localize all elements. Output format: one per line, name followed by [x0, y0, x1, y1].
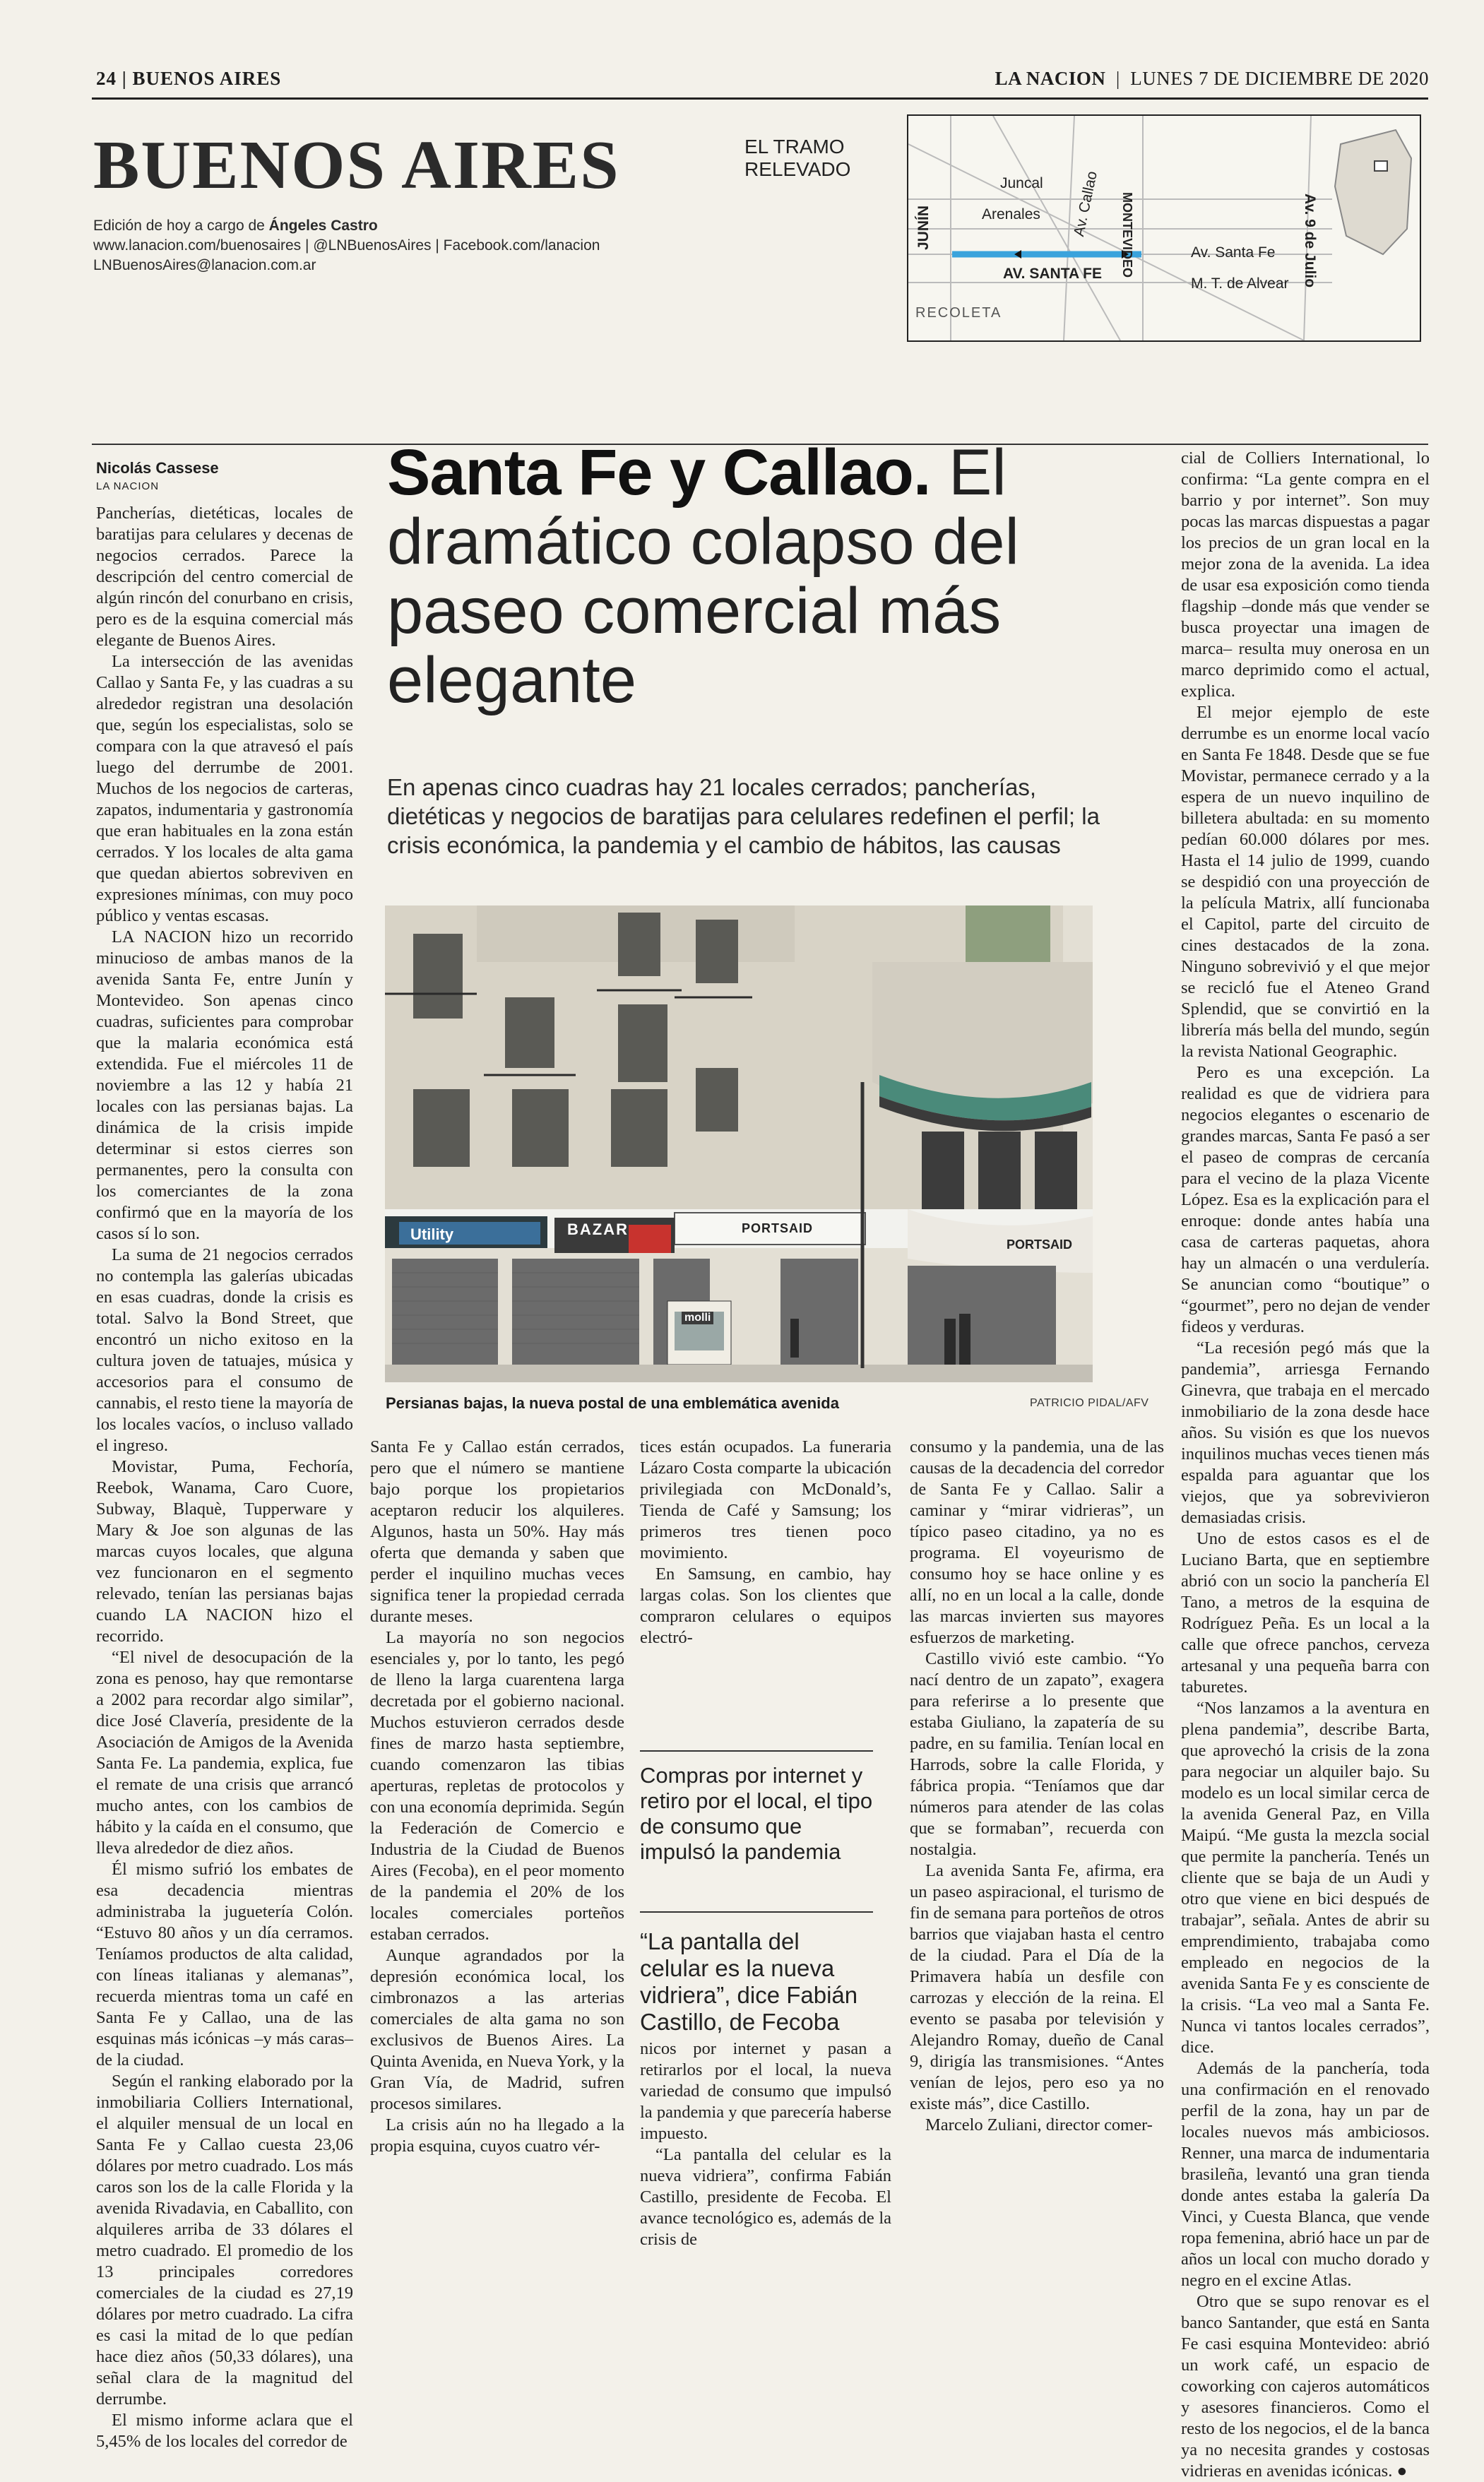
- map-label-recoleta: RECOLETA: [915, 305, 1002, 321]
- sign-portsaid: PORTSAID: [742, 1221, 814, 1235]
- paragraph: Además de la panchería, toda una confirmación en el renovado perfil de la zona, hay un par de locales nuevos más ambiciosos. Renner, una marca de indumentaria brasileña, levantó una gran tienda donde antes estaba la galería Da Vinci, y Cuesta Blanca, que vende ropa femenina, abrió hace un par de años un local con mucho dorado y negro en el excine Atlas.: [1181, 2059, 1430, 2290]
- paragraph: Él mismo sufrió los embates de esa decadencia mientras administraba la juguetería Colón. “Estuvo 80 años y un día cerramos. Teníamos productos de alta calidad, con líneas italianas y alemanas”, recuerda mientras toma un café en Santa Fe y Callao, una de las esquinas más icónicas –y más caras– de la ciudad.: [96, 1860, 353, 2070]
- pull-quote-rule: [640, 1750, 873, 1752]
- building-illustration: [385, 905, 1093, 1382]
- pull-quote-2: “La pantalla del celular es la nueva vidriera”, dice Fabián Castillo, de Fecoba: [640, 1928, 858, 2035]
- paragraph: El mismo informe aclara que el 5,45% de los locales del corredor de: [96, 2411, 353, 2451]
- masthead-date: LA NACION | LUNES 7 DE DICIEMBRE DE 2020: [995, 68, 1429, 89]
- paragraph: “La pantalla del celular es la nueva vidriera”, confirma Fabián Castillo, presidente de Fecoba. El avance tecnológico es, además de la crisis de: [640, 2145, 891, 2249]
- street-photo: [385, 905, 1093, 1382]
- section-credits: Edición de hoy a cargo de Ángeles Castro www.lanacion.com/buenosaires | @LNBuenosAires | Facebook.com/lanacion LNBuenosAires@lanacion.com.ar: [93, 216, 600, 275]
- byline: Nicolás Cassese: [96, 459, 219, 477]
- issue-date: LUNES 7 DE DICIEMBRE DE 2020: [1130, 68, 1429, 89]
- column-3-top: [640, 1437, 891, 1649]
- page-section-label: 24 | BUENOS AIRES: [96, 68, 282, 89]
- paragraph: consumo y la pandemia, una de las causas de la decadencia del corredor de Santa Fe y Callao. Salir a caminar y “mirar vidrieras”, un típico paseo citadino, ya no es programa. El voyeurismo de consumo hoy se hace online y es allí, no en un local a la calle, donde las marcas invierten sus mayores esfuerzos de marketing.: [910, 1437, 1164, 1647]
- paragraph: Marcelo Zuliani, director comer-: [925, 2115, 1153, 2134]
- headline-rest: El dramático colapso del paseo comercial más elegante: [387, 437, 1019, 716]
- map-label-montevideo: MONTEVIDEO: [1120, 192, 1134, 278]
- column-2: [370, 1437, 624, 2157]
- map-label-arenales: Arenales: [982, 206, 1040, 222]
- section-title: BUENOS AIRES: [93, 127, 620, 203]
- map-label-callao: Av. Callao: [1071, 170, 1100, 238]
- headline: [387, 438, 1122, 715]
- byline-org: LA NACION: [96, 480, 160, 492]
- city-locator-shape: [1335, 130, 1411, 254]
- paragraph: La avenida Santa Fe, afirma, era un paseo aspiracional, el turismo de fin de semana para porteños de otros barrios que viajaban hasta el centro de la ciudad. Para el Día de la Primavera había un desfile con carrozas y elección de la reina. El evento se pasaba por televisión y Alejandro Romay, dueño de Canal 9, dirigía las transmisiones. “Antes venían de lejos, pero eso ya no existe más”, dice Castillo.: [910, 1861, 1164, 2113]
- paragraph: “Nos lanzamos a la aventura en plena pandemia”, describe Barta, que aprovechó la crisis de la zona para negociar un alquiler bajo. Su modelo es un local similar cerca de la avenida General Paz, en Villa Maipú. “Me gusta la mezcla social que permite la panchería. Tenés un cliente que se baja de un Audi y otro que viene en bici después de trabajar”, señala. Antes de abrir su emprendimiento, trabajaba como empleado en negocios de la avenida Santa Fe y es consciente de la crisis. “La veo mal a Santa Fe. Nunca vi tantos locales cerrados”, dice.: [1181, 1699, 1430, 2057]
- map-label-9-de-julio: Av. 9 de Julio: [1302, 194, 1318, 288]
- column-4: [910, 1437, 1164, 2136]
- map-label-junin: JUNÍN: [915, 205, 932, 250]
- paragraph: “El nivel de desocupación de la zona es penoso, hay que remontarse a 2002 para recordar algo similar”, dice José Clavería, presidente de la Asociación de Amigos de la Avenida Santa Fe. La pandemia, explica, fue el remate de una crisis que arrancó mucho antes, con los cambios de hábito y la caída en el consumo, que lleva alrededor de diez años.: [96, 1648, 353, 1858]
- paragraph: La intersección de las avenidas Callao y Santa Fe, y las cuadras a su alrededor registran una desolación que, según los especialistas, solo se compara con la que atravesó el país luego del derrumbe de 2001. Muchos de los negocios de carteras, zapatos, indumentaria y gastronomía que eran habituales en la zona están cerrados. Y los locales de alta gama que quedan abiertos sobreviven en expresiones mínimas, con muy poco público y ventas escasas.: [96, 652, 353, 925]
- paragraph: La suma de 21 negocios cerrados no contempla las galerías ubicadas en esas cuadras, donde la crisis es total. Salvo la Bond Street, que encontró un nicho exitoso en la cultura joven de tatuajes, música y accesorios para el consumo de cannabis, el resto tiene la mayoría de los locales vacíos, o incluso vallado el ingreso.: [96, 1245, 353, 1455]
- header-rule: [92, 97, 1428, 100]
- paragraph: nicos por internet y pasan a retirarlos por el local, la nueva variedad de consumo que impulsó la pandemia y que parecería haberse impuesto.: [640, 2039, 891, 2143]
- deck: En apenas cinco cuadras hay 21 locales cerrados; pancherías, dietéticas y negocios de baratijas para celulares redefinen el perfil; la crisis económica, la pandemia y el cambio de hábitos, las causas: [387, 774, 1100, 858]
- column-3-bottom: [640, 2038, 891, 2250]
- photo-credit: PATRICIO PIDAL/AFV: [1030, 1397, 1149, 1409]
- paragraph: LA NACION hizo un recorrido minucioso de ambas manos de la avenida Santa Fe, entre Junín y Montevideo. Son apenas cinco cuadras, suficientes para comprobar que la malaria económica está extendida. Fue el miércoles 11 de noviembre a las 12 y había 21 locales con las persianas bajas. La dinámica de la crisis impide determinar si estos cierres son permanentes, pero la consulta con los comerciantes de la zona confirmó que en la mayoría de los casos sí lo son.: [96, 927, 353, 1243]
- paragraph: Pancherías, dietéticas, locales de baratijas para celulares y decenas de negocios cerrados. Parece la descripción del centro comercial de algún rincón del conurbano en crisis, pero es de la esquina comercial más elegante de Buenos Aires.: [96, 504, 353, 650]
- map-title: EL TRAMO RELEVADO: [744, 136, 851, 180]
- route-map: [907, 114, 1421, 342]
- paragraph: Santa Fe y Callao están cerrados, pero que el número se mantiene bajo porque los propietarios aceptaron reducir los alquileres. Algunos, hasta un 50%. Hay más oferta que demanda y saben que perder el inquilino muchas veces significa tener la propiedad cerrada durante meses.: [370, 1437, 624, 1626]
- paragraph: Uno de estos casos es el de Luciano Barta, que en septiembre abrió con un socio la panchería El Tano, a metros de la esquina de Rodríguez Peña. Es un local a la calle que ofrece panchos, cerveza artesanal y una pequeña barra con taburetes.: [1181, 1529, 1430, 1697]
- paragraph: Pero es una excepción. La realidad es que de vidriera para negocios elegantes o escenario de grandes marcas, Santa Fe pasó a ser el paseo de compras de cercanía para el vecino de la plaza Vicente López. Esa es la explicación para el enroque: donde antes había una casa de carteras paquetas, ahora hay un almacén o una verdulería. Se anuncian como “boutique” o “gourmet”, pero no dejan de vender fideos y verduras.: [1181, 1063, 1430, 1336]
- paragraph: tices están ocupados. La funeraria Lázaro Costa comparte la ubicación privilegiada con McDonald’s, Tienda de Café y Samsung; los primeros tres tienen poco movimiento.: [640, 1437, 891, 1562]
- paragraph: La mayoría no son negocios esenciales y, por lo tanto, les pegó de lleno la larga cuarentena larga decretada por el gobierno nacional. Muchos estuvieron cerrados desde fines de marzo hasta septiembre, cuando comenzaron las tibias aperturas, repletas de protocolos y con una economía deprimida. Según la Federación de Comercio e Industria de la Ciudad de Buenos Aires (Fecoba), en el peor momento de la pandemia el 20% de los locales comerciales porteños estaban cerrados.: [370, 1628, 624, 1944]
- paragraph: Movistar, Puma, Fechoría, Reebok, Wanama, Caro Cuore, Subway, Blaquè, Tupperware y Mary & Joe son algunas de las marcas cuyos locales, que alguna vez funcionaron en el segmento relevado, tenían las persianas bajas cuando LA NACION hizo el recorrido.: [96, 1457, 353, 1646]
- paragraph: En Samsung, en cambio, hay largas colas. Son los clientes que compraron celulares o equipos electró-: [640, 1564, 891, 1647]
- pull-quote-rule: [640, 1911, 873, 1913]
- credit-email: LNBuenosAires@lanacion.com.ar: [93, 257, 316, 273]
- map-label-santa-fe: Av. Santa Fe: [1191, 244, 1276, 261]
- headline-bold: Santa Fe y Callao.: [387, 437, 931, 509]
- map-label-santa-fe-route: AV. SANTA FE: [1003, 266, 1103, 282]
- paragraph: Otro que se supo renovar es el banco Santander, que está en Santa Fe casi esquina Montevideo: abrió un work café, un espacio de coworking con cajeros automáticos y asesores financieros. Como el resto de los negocios, el de la banca ya no necesita grandes y costosas vidrieras en avenidas icónicas. ●: [1181, 2292, 1430, 2481]
- paragraph: Según el ranking elaborado por la inmobiliaria Colliers International, el alquiler mensual de un local en Santa Fe y Callao cuesta 23,06 dólares por metro cuadrado. Los más caros son los de la calle Florida y la avenida Rivadavia, en Caballito, con alquileres arriba de 33 dólares el metro cuadrado. El promedio de los 13 principales corredores comerciales de la ciudad es 27,19 dólares por metro cuadrado. La cifra es casi la mitad de lo que pedían hace diez años (50,33 dólares), una señal clara de la magnitud del derrumbe.: [96, 2072, 353, 2409]
- paragraph: Castillo vivió este cambio. “Yo nací dentro de un zapato”, exagera para referirse a lo presente que estaba Giuliano, la zapatería de su padre, en su familia. Tenían local en Harrods, sobre la calle Florida, y fábrica propia. “Teníamos que dar números para atender de las colas que se formaban”, recuerda con nostalgia.: [910, 1649, 1164, 1859]
- pull-quote-1: Compras por internet y retiro por el local, el tipo de consumo que impulsó la pandemia: [640, 1763, 873, 1864]
- paragraph: El mejor ejemplo de este derrumbe es un enorme local vacío en Santa Fe 1848. Desde que se fue Movistar, permanece cerrado y a la espera de un nuevo inquilino de billetera abultada: en su momento pedían 60.000 dólares por mes. Hasta el 14 julio de 1999, cuando se despidió con una proyección de la película Matrix, allí funcionaba el Capitol, parte del circuito de cines destacados de la zona. Ninguno sobrevivió y el que mejor se recicló fue el Ateneo Grand Splendid, que se convirtió en la librería más bella del mundo, según la revista National Geographic.: [1181, 703, 1430, 1061]
- paragraph: Aunque agrandados por la depresión económica local, los cimbronazos a las arterias comerciales de alta gama no son exclusivos de Buenos Aires. La Quinta Avenida, en Nueva York, y la Gran Vía, de Madrid, sufren procesos similares.: [370, 1946, 624, 2113]
- editor-name: Ángeles Castro: [268, 218, 378, 234]
- paragraph: “La recesión pegó más que la pandemia”, arriesga Fernando Ginevra, que trabaja en el mercado inmobiliario de la zona desde hace años. Su visión es que los nuevos inquilinos muchas veces tienen más espalda para aguantar que los viejos, que ya sobrevivieron demasiadas crisis.: [1181, 1338, 1430, 1527]
- map-label-juncal: Juncal: [1000, 175, 1043, 191]
- map-label-alvear: M. T. de Alvear: [1191, 275, 1289, 292]
- sign-molly: molli: [682, 1312, 713, 1324]
- column-1: [96, 503, 353, 2452]
- sign-utility: Utility: [410, 1225, 454, 1243]
- credit-links: www.lanacion.com/buenosaires | @LNBuenosAires | Facebook.com/lanacion: [93, 237, 600, 254]
- column-5: [1181, 448, 1430, 2482]
- paragraph: cial de Colliers International, lo confirma: “La gente compra en el barrio y por internet”. Son muy pocas las marcas dispuestas a pagar los precios de un gran local en la mejor zona de la avenida. La idea de usar esa exposición como tienda flagship –donde más que vender se busca proyectar una imagen de marca– resulta muy onerosa en un marco deprimido como el actual, explica.: [1181, 449, 1430, 701]
- sign-bazar: BAZAR: [567, 1221, 629, 1238]
- newspaper-name: LA NACION: [995, 68, 1106, 89]
- sign-portsaid-corner: PORTSAID: [1007, 1237, 1073, 1252]
- paragraph: La crisis aún no ha llegado a la propia esquina, cuyos cuatro vér-: [370, 2115, 624, 2156]
- photo-caption: Persianas bajas, la nueva postal de una emblemática avenida: [386, 1394, 839, 1412]
